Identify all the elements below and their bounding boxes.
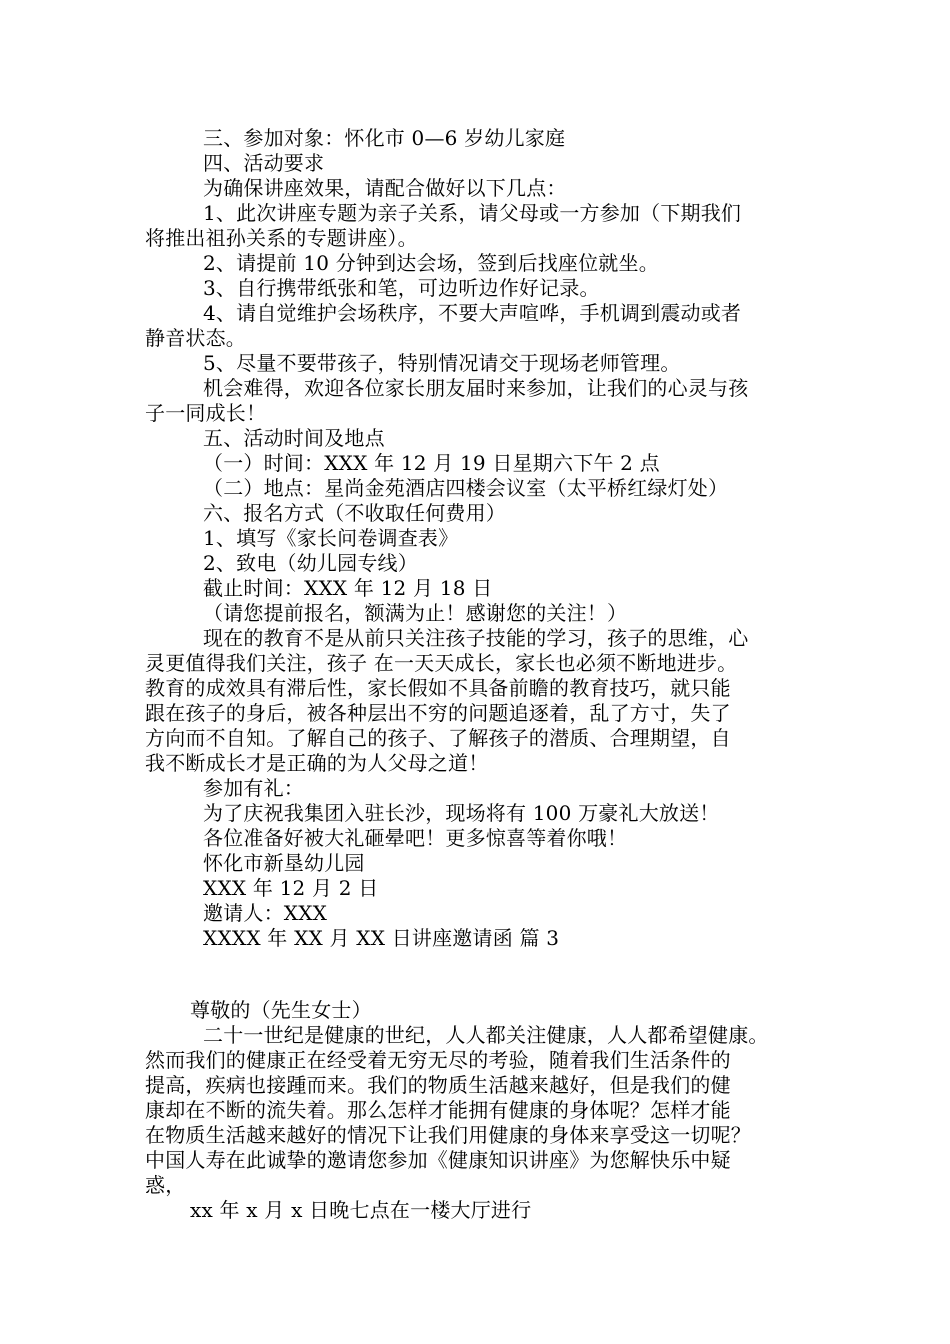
text-line: 怀化市新垦幼儿园 [203, 851, 365, 875]
text-line: 四、活动要求 [203, 151, 325, 175]
text-line: 机会难得，欢迎各位家长朋友届时来参加，让我们的心灵与孩 [203, 376, 749, 400]
text-line: （二）地点：星尚金苑酒店四楼会议室（太平桥红绿灯处） [203, 476, 729, 500]
text-line: 提高，疾病也接踵而来。我们的物质生活越来越好，但是我们的健 [145, 1073, 731, 1097]
text-line: xx 年 x 月 x 日晚七点在一楼大厅进行 [190, 1198, 532, 1222]
text-line: 惑， [145, 1173, 186, 1197]
text-line: 方向而不自知。了解自己的孩子、了解孩子的潜质、合理期望，自 [145, 726, 731, 750]
text-line: 为了庆祝我集团入驻长沙，现场将有 100 万豪礼大放送！ [203, 801, 720, 825]
text-line: 六、报名方式（不收取任何费用） [203, 501, 506, 525]
text-line: 在物质生活越来越好的情况下让我们用健康的身体来享受这一切呢？ [145, 1123, 751, 1147]
text-line: 3、自行携带纸张和笔，可边听边作好记录。 [203, 276, 600, 300]
text-line: 康却在不断的流失着。那么怎样才能拥有健康的身体呢？怎样才能 [145, 1098, 731, 1122]
text-line: 将推出祖孙关系的专题讲座）。 [145, 226, 418, 250]
text-line: 截止时间：XXX 年 12 月 18 日 [203, 576, 493, 600]
text-line: XXXX 年 XX 月 XX 日讲座邀请函 篇 3 [203, 926, 560, 950]
text-line: 子一同成长！ [145, 401, 267, 425]
text-line: 静音状态。 [145, 326, 246, 350]
text-line: 为确保讲座效果，请配合做好以下几点： [203, 176, 567, 200]
text-line: 1、填写《家长问卷调查表》 [203, 526, 459, 550]
text-line: （请您提前报名，额满为止！感谢您的关注！） [203, 601, 628, 625]
text-line: 邀请人：XXX [203, 901, 328, 925]
text-line: 现在的教育不是从前只关注孩子技能的学习，孩子的思维，心 [203, 626, 749, 650]
text-line: 灵更值得我们关注，孩子 在一天天成长，家长也必须不断地进步。 [145, 651, 738, 675]
text-line: 五、活动时间及地点 [203, 426, 385, 450]
text-line: 中国人寿在此诚挚的邀请您参加《健康知识讲座》为您解快乐中疑 [145, 1148, 731, 1172]
text-line: 4、请自觉维护会场秩序，不要大声喧哗，手机调到震动或者 [203, 301, 742, 325]
text-line: 教育的成效具有滞后性，家长假如不具备前瞻的教育技巧，就只能 [145, 676, 731, 700]
text-line: 跟在孩子的身后，被各种层出不穷的问题追逐着，乱了方寸，失了 [145, 701, 731, 725]
text-line: （一）时间：XXX 年 12 月 19 日星期六下午 2 点 [203, 451, 660, 475]
text-line: 参加有礼： [203, 776, 304, 800]
text-line: 各位准备好被大礼砸晕吧！更多惊喜等着你哦！ [203, 826, 628, 850]
text-line: XXX 年 12 月 2 日 [203, 876, 379, 900]
text-line: 2、致电（幼儿园专线） [203, 551, 418, 575]
text-line: 我不断成长才是正确的为人父母之道！ [145, 751, 489, 775]
text-line: 尊敬的（先生女士） [190, 998, 372, 1022]
text-line: 2、请提前 10 分钟到达会场，签到后找座位就坐。 [203, 251, 659, 275]
text-line: 二十一世纪是健康的世纪，人人都关注健康，人人都希望健康。 [203, 1023, 769, 1047]
text-line: 1、此次讲座专题为亲子关系，请父母或一方参加（下期我们 [203, 201, 742, 225]
text-line: 三、参加对象：怀化市 0—6 岁幼儿家庭 [203, 126, 566, 150]
text-line: 5、尽量不要带孩子，特别情况请交于现场老师管理。 [203, 351, 681, 375]
text-line: 然而我们的健康正在经受着无穷无尽的考验，随着我们生活条件的 [145, 1048, 731, 1072]
